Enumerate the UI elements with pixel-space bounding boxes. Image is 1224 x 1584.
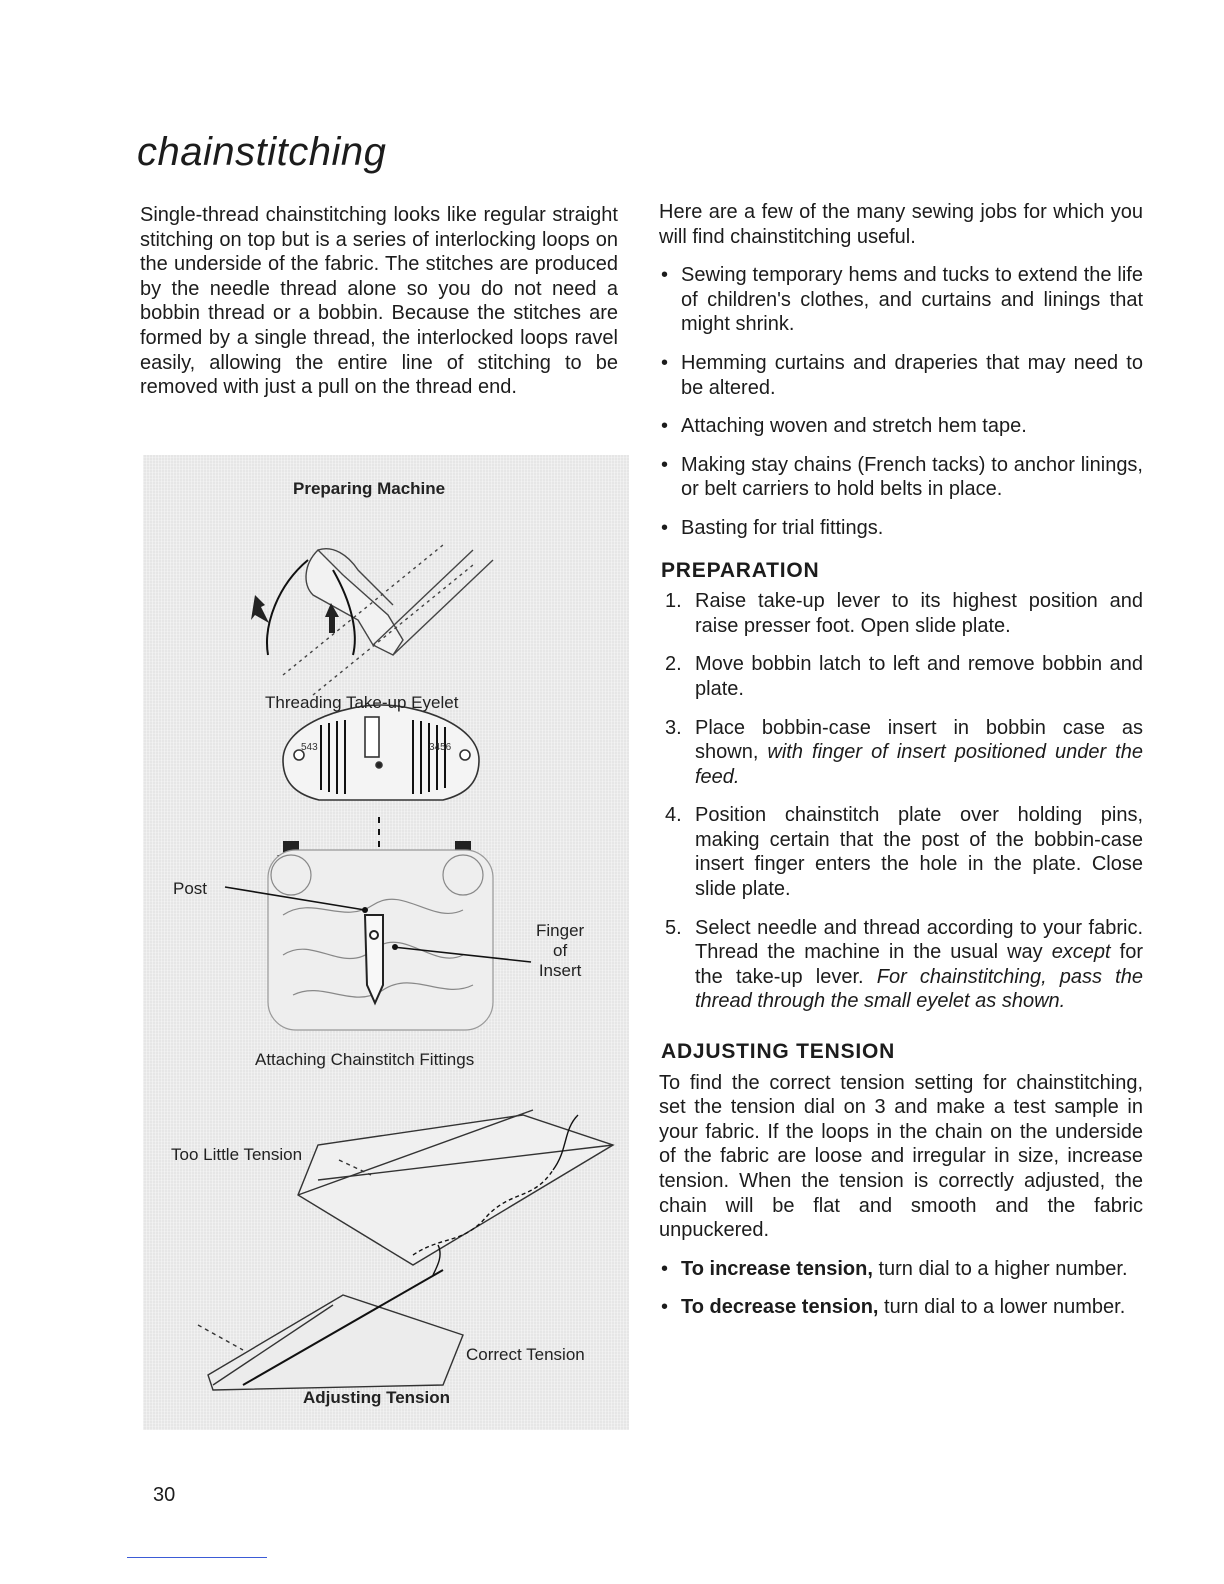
step-item: 4. Position chainstitch plate over holding pins, making certain that the post of the bobbin-case insert finger enters the hole in the plate. Close slide plate.: [665, 804, 1143, 901]
tension-paragraph: To find the correct tension setting for chainstitching, set the tension dial on 3 and make a test sample in your fabric. If the loops in the chain on the underside of the fabric are loose and irregular in size, increase tension. When the tension is correctly adjusted, the chain will be flat and smooth and the fabric unpuckered.: [659, 1071, 1143, 1242]
finger-of-insert-label: Finger of Insert: [536, 921, 585, 980]
illustration-panel: [143, 455, 629, 1430]
list-item: • Basting for trial fittings.: [659, 516, 1143, 541]
uses-intro: Here are a few of the many sewing jobs for which you will find chainstitching useful.: [659, 201, 1143, 248]
right-column: [659, 200, 1143, 1334]
step-item: 2. Move bobbin latch to left and remove bobbin and plate.: [665, 653, 1143, 700]
bottom-rule: [127, 1557, 267, 1558]
list-item: • Making stay chains (French tacks) to anchor linings, or belt carriers to hold belts in place.: [659, 453, 1143, 502]
list-item: • Sewing temporary hems and tucks to extend the life of children's clothes, and curtains and linings that might shrink.: [659, 263, 1143, 337]
list-item: • To increase tension, turn dial to a higher number.: [659, 1257, 1143, 1282]
list-item: • To decrease tension, turn dial to a lower number.: [659, 1295, 1143, 1320]
plate-numbers-right: 3456: [429, 742, 452, 753]
plate-numbers-left: 543: [301, 742, 318, 753]
post-label: Post: [173, 879, 208, 898]
preparing-machine-title: Preparing Machine: [293, 479, 446, 498]
list-item: • Attaching woven and stretch hem tape.: [659, 414, 1143, 439]
step-item: 5. Select needle and thread according to your fabric. Thread the machine in the usual way except for the take-up lever. For chainstitching, pass the thread through the small eyelet as shown.: [665, 916, 1143, 1013]
too-little-tension-illustration: [298, 1110, 613, 1265]
threading-caption: Threading Take-up Eyelet: [265, 693, 459, 712]
adjusting-tension-caption: Adjusting Tension: [303, 1388, 451, 1407]
too-little-tension-label: Too Little Tension: [171, 1145, 303, 1164]
intro-paragraph: Single-thread chainstitching looks like regular straight stitching on top but is a series of interlocking loops on the underside of the fabric. The stitches are produced by the needle thread alone so you do not need a bobbin thread or a bobbin. Because the stitches are formed by a single thread, the interlocked loops ravel easily, allowing the entire line of stitching to be removed with just a pull on the thread end.: [140, 204, 618, 399]
adjusting-tension-heading: ADJUSTING TENSION: [661, 1040, 896, 1064]
preparation-steps: [659, 589, 1143, 1014]
correct-tension-illustration: [198, 1245, 463, 1390]
uses-list: [659, 263, 1143, 540]
tension-list: [659, 1257, 1143, 1320]
correct-tension-label: Correct Tension: [466, 1345, 585, 1364]
take-up-lever-illustration: [267, 545, 493, 695]
preparation-heading: PREPARATION: [661, 558, 820, 582]
page-title: chainstitching: [137, 130, 387, 174]
step-item: 1. Raise take-up lever to its highest position and raise presser foot. Open slide plate.: [665, 590, 1143, 637]
attaching-caption: Attaching Chainstitch Fittings: [255, 1050, 475, 1069]
step-item: 3. Place bobbin-case insert in bobbin case as shown, with finger of insert positioned under the feed.: [665, 716, 1143, 788]
page-number: 30: [153, 1484, 176, 1506]
arrow-down-icon: [251, 595, 269, 623]
list-item: • Hemming curtains and draperies that may need to be altered.: [659, 351, 1143, 400]
